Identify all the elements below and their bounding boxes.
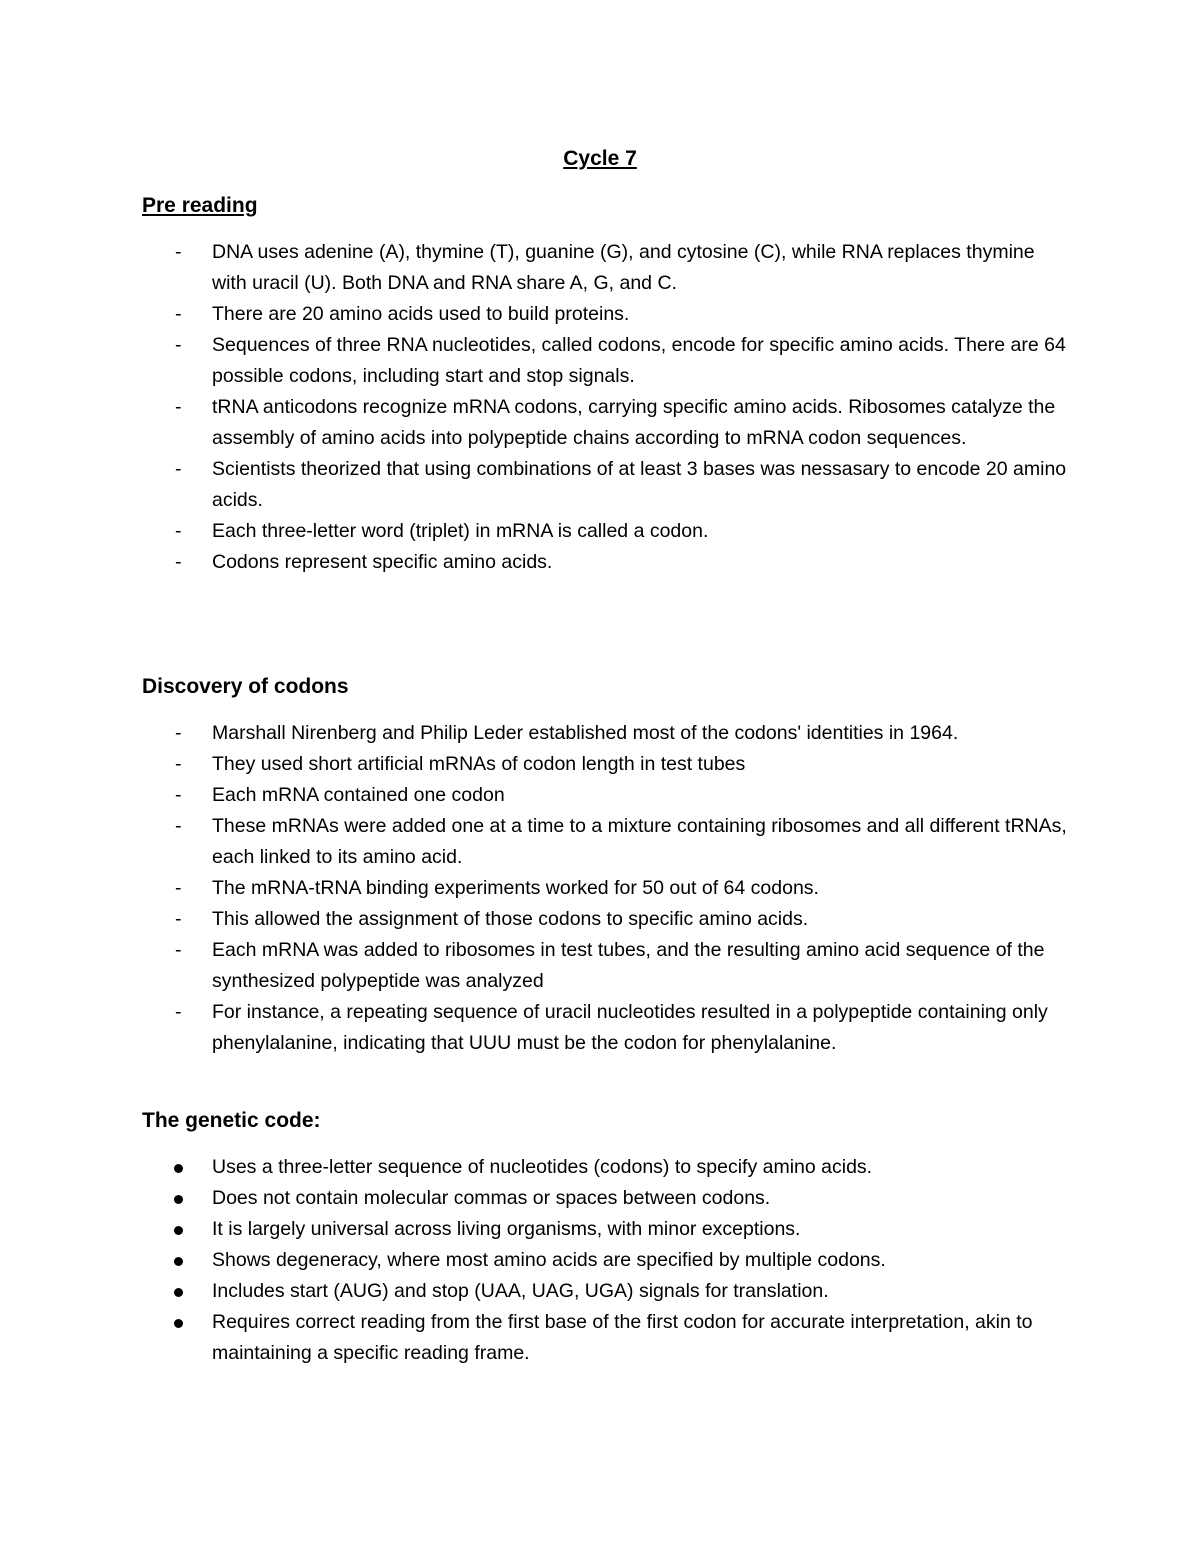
document-title: Cycle 7: [563, 147, 637, 170]
bullet-dot-icon: [174, 1257, 183, 1266]
list-item-text: These mRNAs were added one at a time to a mixture containing ribosomes and all different tRNAs, each linked to its amino acid.: [212, 815, 1067, 868]
dash-marker: -: [175, 241, 182, 263]
dash-marker: -: [175, 722, 182, 744]
section-heading-pre-reading: Pre reading: [142, 194, 258, 217]
dash-marker: -: [175, 334, 182, 356]
dash-marker: -: [175, 458, 182, 480]
list-item-text: Does not contain molecular commas or spaces between codons.: [212, 1187, 771, 1209]
section-heading-discovery-of-codons: Discovery of codons: [142, 675, 349, 698]
list-item-text: Codons represent specific amino acids.: [212, 551, 553, 573]
list-item: [0, 935, 1200, 997]
list-item: [0, 547, 1200, 578]
list-item: [0, 330, 1200, 392]
list-item: [0, 454, 1200, 516]
list-item-text: Shows degeneracy, where most amino acids are specified by multiple codons.: [212, 1249, 886, 1271]
list-item-text: DNA uses adenine (A), thymine (T), guanine (G), and cytosine (C), while RNA replaces thymine with uracil (U). Both DNA and RNA share A, G, and C.: [212, 241, 1035, 294]
list-item: [0, 749, 1200, 780]
bullet-dot-icon: [174, 1226, 183, 1235]
list-item: [0, 1183, 1200, 1214]
list-item: [0, 299, 1200, 330]
list-item: [0, 780, 1200, 811]
section-heading-genetic-code: [142, 1105, 321, 1136]
dash-marker: -: [175, 303, 182, 325]
list-item: [0, 516, 1200, 547]
list-item-text: This allowed the assignment of those codons to specific amino acids.: [212, 908, 809, 930]
dash-marker: -: [175, 396, 182, 418]
list-item: [0, 997, 1200, 1059]
list-item-text: It is largely universal across living organisms, with minor exceptions.: [212, 1218, 801, 1240]
list-item-text: Requires correct reading from the first base of the first codon for accurate interpretation, akin to maintaining a specific reading frame.: [212, 1311, 1033, 1364]
list-item: [0, 1214, 1200, 1245]
list-item: [0, 1245, 1200, 1276]
dash-marker: -: [175, 939, 182, 961]
list-item: [0, 1276, 1200, 1307]
list-item-text: There are 20 amino acids used to build proteins.: [212, 303, 630, 325]
list-item-text: Marshall Nirenberg and Philip Leder established most of the codons' identities in 1964.: [212, 722, 959, 744]
list-item: [0, 392, 1200, 454]
bullet-dot-icon: [174, 1288, 183, 1297]
genetic-code-list: [0, 1152, 1200, 1369]
list-item: [0, 904, 1200, 935]
list-item-text: Each mRNA contained one codon: [212, 784, 505, 806]
list-item-text: Uses a three-letter sequence of nucleotides (codons) to specify amino acids.: [212, 1156, 873, 1178]
list-item: [0, 1307, 1200, 1369]
list-item: [0, 237, 1200, 299]
list-item-text: Scientists theorized that using combinations of at least 3 bases was nessasary to encode 20 amino acids.: [212, 458, 1067, 511]
list-item-text: Includes start (AUG) and stop (UAA, UAG, UGA) signals for translation.: [212, 1280, 829, 1302]
bullet-dot-icon: [174, 1164, 183, 1173]
dash-marker: -: [175, 551, 182, 573]
list-item: [0, 1152, 1200, 1183]
discovery-of-codons-list: [0, 718, 1200, 1059]
list-item-text: The mRNA-tRNA binding experiments worked for 50 out of 64 codons.: [212, 877, 819, 899]
dash-marker: -: [175, 520, 182, 542]
dash-marker: -: [175, 784, 182, 806]
bullet-dot-icon: [174, 1319, 183, 1328]
list-item-text: They used short artificial mRNAs of codon length in test tubes: [212, 753, 746, 775]
section-heading-text: The genetic code:: [142, 1109, 321, 1132]
list-item-text: Each three-letter word (triplet) in mRNA is called a codon.: [212, 520, 709, 542]
list-item: [0, 811, 1200, 873]
dash-marker: -: [175, 753, 182, 775]
bullet-dot-icon: [174, 1195, 183, 1204]
dash-marker: -: [175, 815, 182, 837]
list-item: [0, 873, 1200, 904]
list-item: [0, 718, 1200, 749]
dash-marker: -: [175, 908, 182, 930]
list-item-text: Sequences of three RNA nucleotides, called codons, encode for specific amino acids. There are 64 possible codons, including start and stop signals.: [212, 334, 1066, 387]
list-item-text: Each mRNA was added to ribosomes in test tubes, and the resulting amino acid sequence of the synthesized polypeptide was analyzed: [212, 939, 1045, 992]
dash-marker: -: [175, 877, 182, 899]
list-item-text: tRNA anticodons recognize mRNA codons, carrying specific amino acids. Ribosomes catalyze the assembly of amino acids into polypeptide chains according to mRNA codon sequences.: [212, 396, 1056, 449]
list-item-text: For instance, a repeating sequence of uracil nucleotides resulted in a polypeptide containing only phenylalanine, indicating that UUU must be the codon for phenylalanine.: [212, 1001, 1048, 1054]
pre-reading-list: [0, 237, 1200, 578]
dash-marker: -: [175, 1001, 182, 1023]
